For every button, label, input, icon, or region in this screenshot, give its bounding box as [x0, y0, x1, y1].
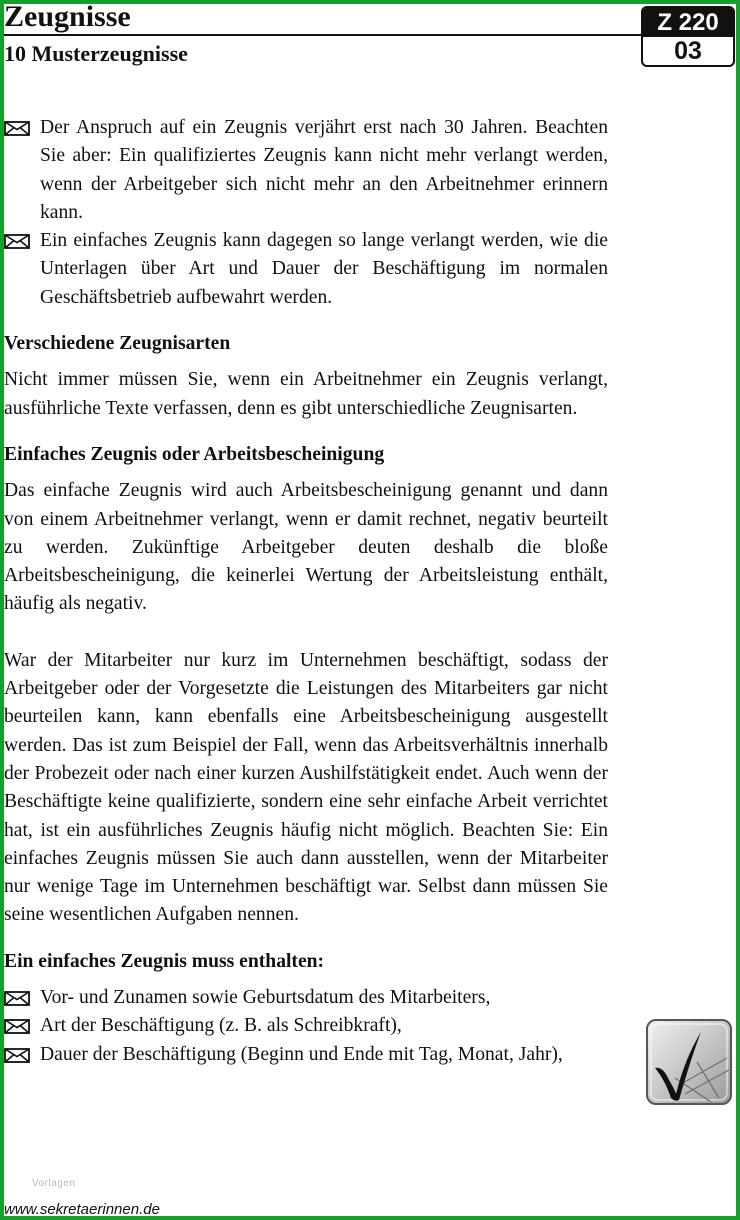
checkmark-icon — [645, 1018, 733, 1106]
intro-bullet — [4, 114, 608, 227]
code-bottom: 03 — [674, 37, 702, 65]
bullet-text: Ein einfaches Zeugnis kann dagegen so lange verlangt werden, wie die Unterlagen über Art und Dauer der Beschäftigung im normalen Geschäftsbetrieb aufbewahrt werden. — [40, 230, 608, 308]
section-paragraph: Das einfache Zeugnis wird auch Arbeitsbescheinigung genannt und dann von einem Arbeitnehmer verlangt, wenn er damit rechnet, negativ beurteilt zu werden. Zukünftige Arbeitgeber deuten deshalb die bloße Arbeitsbescheinigung, die keinerlei Wertung der Arbeitsleistung enthält, häufig als negativ. — [4, 480, 608, 615]
envelope-icon — [4, 114, 40, 142]
list-item — [4, 1012, 608, 1040]
code-top: Z 220 — [643, 8, 733, 37]
envelope-icon — [4, 227, 40, 255]
watermark: Vorlagen — [32, 1178, 76, 1189]
envelope-icon — [4, 1041, 40, 1069]
section-heading: Verschiedene Zeugnisarten — [4, 333, 231, 355]
document-code-badge — [641, 6, 735, 67]
envelope-icon — [4, 1012, 40, 1040]
section-heading: Ein einfaches Zeugnis muss enthalten: — [4, 950, 325, 972]
envelope-icon — [4, 984, 40, 1012]
document-body — [4, 114, 608, 1069]
section-paragraph: War der Mitarbeiter nur kurz im Unternehmen beschäftigt, sodass der Arbeitgeber oder der Vorgesetzte die Leistungen des Mitarbeiters gar nicht beurteilen kann, kann ebenfalls eine Arbeitsbescheinigung ausgestellt werden. Das ist zum Beispiel der Fall, wenn das Arbeitsverhältnis innerhalb der Probezeit oder nach einer kurzen Aushilfstätigkeit endet. Auch wenn der Beschäftigte keine qualifizierte, sondern eine sehr einfache Arbeit verrichtet hat, ist ein ausführliches Zeugnis häufig nicht möglich. Beachten Sie: Ein einfaches Zeugnis müssen Sie auch dann ausstellen, wenn der Mitarbeiter nur wenige Tage im Unternehmen beschäftigt war. Selbst dann müssen Sie seine wesentlichen Aufgaben nennen. — [4, 649, 608, 926]
bullet-text: Der Anspruch auf ein Zeugnis verjährt erst nach 30 Jahren. Beachten Sie aber: Ein qualifiziertes Zeugnis kann nicht mehr verlangt werden, wenn der Arbeitgeber sich nicht mehr an den Arbeitnehmer erinnern kann. — [40, 117, 608, 223]
bullet-text: Vor- und Zunamen sowie Geburtsdatum des Mitarbeiters, — [40, 987, 491, 1009]
bullet-text: Art der Beschäftigung (z. B. als Schreibkraft), — [40, 1015, 402, 1037]
list-item — [4, 1041, 608, 1069]
footer-url[interactable]: www.sekretaerinnen.de — [4, 1201, 160, 1218]
page-title: Zeugnisse — [4, 0, 131, 33]
intro-bullet — [4, 227, 608, 312]
page-subtitle: 10 Musterzeugnisse — [4, 41, 188, 66]
section-paragraph: Nicht immer müssen Sie, wenn ein Arbeitnehmer ein Zeugnis verlangt, ausführliche Texte verfassen, denn es gibt unterschiedliche Zeugnisarten. — [4, 369, 608, 419]
section-heading: Einfaches Zeugnis oder Arbeitsbescheinigung — [4, 443, 385, 465]
list-item — [4, 984, 608, 1012]
header-rule — [4, 34, 644, 36]
bullet-text: Dauer der Beschäftigung (Beginn und Ende mit Tag, Monat, Jahr), — [40, 1043, 563, 1065]
